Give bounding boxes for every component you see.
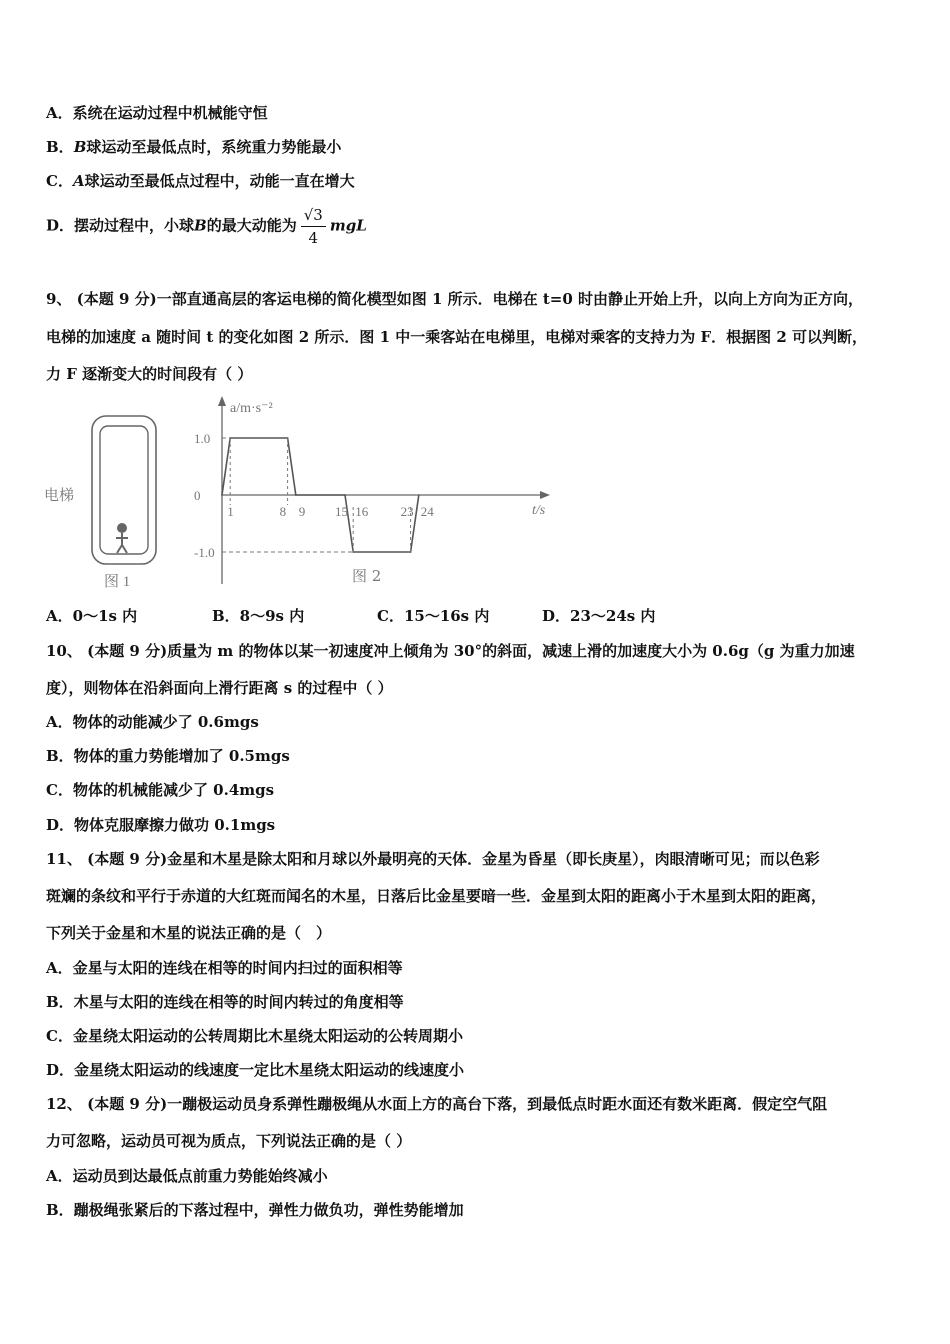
- data-point: [418, 494, 420, 496]
- q9-option-d: D．23～24s 内: [542, 607, 656, 625]
- x-axis-label: t/s: [532, 503, 546, 518]
- figure-1-caption: 图 1: [104, 574, 131, 590]
- q10-option-b: B．物体的重力势能增加了 0.5mgs: [46, 747, 290, 765]
- q11-option-b: B．木星与太阳的连线在相等的时间内转过的角度相等: [46, 993, 404, 1011]
- q12-option-b: B．蹦极绳张紧后的下落过程中，弹性力做负功，弹性势能增加: [46, 1201, 464, 1219]
- data-point: [344, 494, 346, 496]
- y-tick-label: -1.0: [194, 545, 215, 560]
- q12-text-line1: 12、 (本题 9 分)一蹦极运动员身系弹性蹦极绳从水面上方的高台下落，到最低点时距水面还有数米距离．假定空气阻: [46, 1095, 828, 1113]
- q8-option-a: A．系统在运动过程中机械能守恒: [46, 104, 268, 122]
- q8-option-c: C．A球运动至最低点过程中，动能一直在增大: [46, 172, 355, 190]
- x-axis-arrow: [540, 491, 550, 499]
- q8-option-b: B．B球运动至最低点时，系统重力势能最小: [46, 138, 342, 156]
- elevator-label: 电梯: [44, 488, 75, 504]
- elevator-outer-frame: [92, 416, 156, 564]
- q10-option-a: A．物体的动能减少了 0.6mgs: [46, 713, 259, 731]
- y-tick-label: 1.0: [194, 431, 211, 446]
- x-tick-label: 15: [335, 504, 348, 519]
- x-tick-label: 8: [279, 504, 287, 519]
- q8-option-d: D．摆动过程中，小球B的最大动能为 $\frac{√3}{4}$ mgL: [46, 206, 367, 247]
- q9-option-a: A．0～1s 内: [46, 607, 138, 625]
- x-tick-label: 23: [400, 504, 414, 519]
- y-tick-label: 0: [194, 488, 201, 503]
- q11-text-line2: 斑斓的条纹和平行于赤道的大红斑而闻名的木星，日落后比金星要暗一些．金星到太阳的距离小于木星到太阳的距离，: [46, 887, 827, 905]
- q10-text-line1: 10、 (本题 9 分)质量为 m 的物体以某一初速度冲上倾角为 30°的斜面，减速上滑的加速度大小为 0.6g（g 为重力加速: [46, 642, 855, 660]
- q10-option-c: C．物体的机械能减少了 0.4mgs: [46, 781, 275, 799]
- elevator-inner-frame: [100, 426, 148, 554]
- fraction: $\frac{√3}{4}$: [301, 204, 326, 249]
- figure-2-caption: 图 2: [352, 567, 382, 585]
- data-point: [221, 494, 223, 496]
- x-tick-label: 16: [355, 504, 369, 519]
- q11-text-line3: 下列关于金星和木星的说法正确的是（ ）: [46, 924, 332, 942]
- x-tick-label: 1: [227, 504, 234, 519]
- x-tick-label: 24: [420, 504, 434, 519]
- q12-text-line2: 力可忽略，运动员可视为质点，下列说法正确的是（ ）: [46, 1132, 412, 1150]
- y-axis-label: a/m·s⁻²: [230, 401, 273, 416]
- q11-option-c: C．金星绕太阳运动的公转周期比木星绕太阳运动的公转周期小: [46, 1027, 463, 1045]
- y-axis-arrow: [218, 396, 226, 406]
- q9-text-line3: 力 F 逐渐变大的时间段有（ ）: [46, 365, 253, 383]
- x-tick-label: 9: [298, 504, 306, 519]
- passenger-icon: [116, 523, 128, 553]
- figure-1-elevator: [40, 400, 180, 595]
- q9-option-c: C．15～16s 内: [377, 607, 490, 625]
- q9-option-b: B．8～9s 内: [212, 607, 305, 625]
- q11-option-d: D．金星绕太阳运动的线速度一定比木星绕太阳运动的线速度小: [46, 1061, 465, 1079]
- q10-text-line2: 度），则物体在沿斜面向上滑行距离 s 的过程中（ ）: [46, 679, 393, 697]
- q10-option-d: D．物体克服摩擦力做功 0.1mgs: [46, 816, 276, 834]
- q11-option-a: A．金星与太阳的连线在相等的时间内扫过的面积相等: [46, 959, 403, 977]
- q9-text-line2: 电梯的加速度 a 随时间 t 的变化如图 2 所示．图 1 中一乘客站在电梯里，电梯对乘客的支持力为 F．根据图 2 可以判断，: [46, 328, 868, 346]
- data-point: [295, 494, 297, 496]
- figure-2-at-graph: [180, 390, 570, 590]
- q9-text-line1: 9、 (本题 9 分)一部直通高层的客运电梯的简化模型如图 1 所示．电梯在 t=0 时由静止开始上升，以向上方向为正方向，: [46, 290, 863, 308]
- q12-option-a: A．运动员到达最低点前重力势能始终减小: [46, 1167, 328, 1185]
- q11-text-line1: 11、 (本题 9 分)金星和木星是除太阳和月球以外最明亮的天体．金星为昏星（即长庚星），肉眼清晰可见；而以色彩: [46, 850, 820, 868]
